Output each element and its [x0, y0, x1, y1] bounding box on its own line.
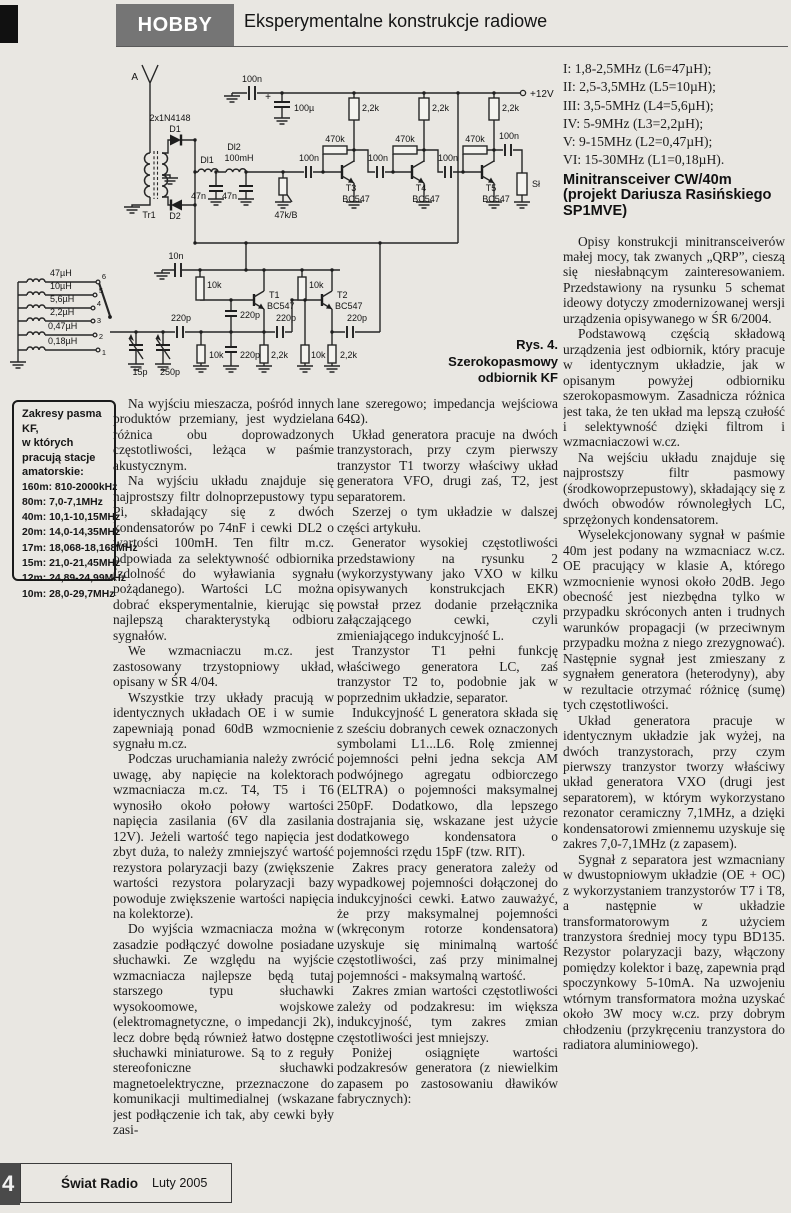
subrange-item: V: 9-15MHz (L2=0,47µH);	[563, 134, 713, 150]
paragraph: lane szeregowo; impedancja wejściowa 64Ω).	[337, 396, 558, 427]
junction-dots	[134, 91, 495, 333]
band-range-item: 40m: 10,1-10,15MHz	[22, 512, 121, 524]
component-label: 2,2k	[340, 350, 358, 360]
figure-caption-line2: odbiornik KF	[477, 370, 558, 385]
band-range-item: 12m: 24,89-24,99MHz	[22, 573, 126, 585]
transformer-tr1	[145, 151, 168, 199]
component-label: 15p	[132, 367, 148, 377]
article-heading-line3: SP1MVE)	[563, 202, 628, 219]
page-number: 4	[2, 1171, 15, 1196]
component-label: 220p	[240, 350, 261, 360]
column-right	[563, 60, 785, 1187]
choke-dl2	[226, 169, 246, 172]
component-label: BC547	[335, 301, 363, 311]
component-label: 5	[98, 286, 104, 295]
component-label: 100µ	[294, 103, 315, 113]
coil-bank	[27, 279, 45, 350]
paragraph: Na wyjściu mieszacza, pośród innych produktów przemiany, jest wydzielana różnica obu doprowadzonych częstotliwości, leżąca w paśmie akustycznym.	[113, 396, 334, 473]
band-range-item: 80m: 7,0-7,1MHz	[22, 496, 103, 508]
component-label: 2x1N4148	[149, 113, 191, 123]
paragraph: Szerzej o tym układzie w dalszej części artykułu.	[337, 504, 558, 535]
band-range-item: 10m: 28,0-29,7MHz	[22, 588, 115, 600]
component-label: 100n	[437, 153, 459, 163]
component-label: 2,2k	[502, 103, 520, 113]
figure-caption	[408, 337, 558, 387]
paragraph: Opisy konstrukcji minitransceiverów małej mocy, tak zwanych „QRP”, cieszą się niesłabnącym zainteresowaniem. Przedstawiony na rysunku 5 schemat ideowy dotyczy zmodernizowanej wersji urządzenia opisywanego w ŚR 6/2004.	[563, 233, 785, 326]
paragraph: Generator wysokiej częstotliwości przedstawiony na rysunku 2 (wykorzystywany jako VXO w kilku opisywanych konstrukcjach EKR) powstał przez dodanie przełącznika załączającego cewki, czyli zmieniającego indukcyjność L.	[337, 535, 558, 643]
component-label: 10k	[309, 280, 324, 290]
component-label: 3	[96, 316, 102, 325]
article-heading-line2: (projekt Dariusza Rasińskiego	[563, 187, 772, 204]
component-label: 100n	[498, 131, 520, 141]
paragraph: Wyselekcjonowany sygnał w paśmie 40m jest podany na wzmacniacz w.cz. OE pracujący w klasie A, którego wzmocnienie wynosi około 20dB. Jego obecność jest niezbędna tylko w przypadku skróconych anten i trudnych warunków propagacji (w przeciwnym przypadku można z niego zrezygnować). Następnie sygnał jest zmieszany z sygnałem generatora (heterodyny), aby w rezultacie otrzymać różnicę (sumę) tych częstotliwości.	[563, 527, 785, 713]
magazine-name: Świat Radio	[61, 1175, 139, 1191]
subrange-item: I: 1,8-2,5MHz (L6=47µH);	[563, 61, 712, 76]
component-label: 220p	[240, 310, 261, 320]
paragraph: We wzmacniaczu m.cz. jest zastosowany trzystopniowy układ, opisany w ŚR 4/04.	[113, 643, 334, 690]
component-label: 2,2µH	[50, 307, 75, 317]
component-label: 10k	[209, 350, 224, 360]
component-label: T2	[337, 290, 348, 300]
component-label: 100n	[241, 74, 263, 84]
component-label: 100mH	[224, 153, 254, 163]
paragraph: Wszystkie trzy układy pracują w identycznych układach OE i w sumie zapewniają ponad 60dB wzmocnienie sygnału m.cz.	[113, 689, 334, 751]
component-label: +12V	[530, 89, 554, 100]
article-body	[563, 234, 785, 1053]
paragraph: Układ generatora pracuje w identycznym układzie jak wyżej, na dwóch tranzystorach, przy czym pierwszy tranzystor tworzy właściwy układ generatora VXO (drugi jest separatorem), w którym wykorzystano rezonator ceramiczny 7,1MHz, a dzięki kondensatorowi zmiennemu uzyskuje się zakres 7,0-7,1MHz (z zapasem).	[563, 712, 785, 852]
component-label: 47k/B	[274, 210, 298, 220]
component-label: 0,18µH	[48, 336, 78, 346]
paragraph: Podczas uruchamiania należy zwrócić uwagę, aby napięcie na kolektorach wzmacniacza m.cz. T4, T5 i T6 wynosiło około połowy wartości napięcia zasilania (6V dla zasilania 12V). Jeżeli wartość tego napięcia jest zbyt duża, to należy zmniejszyć wartość rezystora polaryzacji bazy (zwiększenie wartości rezystora polaryzacji bazy powoduje zwiększenie wartości napięcia na kolektorze).	[113, 751, 334, 921]
component-label: 10µH	[50, 281, 72, 291]
resistors	[196, 98, 499, 363]
generator-subranges-list	[563, 60, 785, 170]
band-range-item: 15m: 21,0-21,45MHz	[22, 557, 121, 569]
component-label: 470k	[465, 134, 485, 144]
component-label: BC547	[482, 194, 510, 204]
component-label: 220p	[275, 313, 297, 323]
component-label: 10k	[311, 350, 326, 360]
component-label: 220p	[346, 313, 368, 323]
article-heading	[563, 173, 785, 220]
paragraph: Układ generatora pracuje na dwóch tranzystorach, przy czym pierwszy tranzystor T1 tworzy właściwy układ generatora VFO, drugi zaś, T2, jest separatorem.	[337, 426, 558, 504]
section-label: HOBBY	[137, 14, 213, 36]
component-label: A	[131, 72, 138, 83]
supply-terminal	[520, 90, 525, 95]
component-label: 2,2k	[271, 350, 289, 360]
column-middle	[337, 396, 558, 1186]
component-label: 2	[98, 332, 104, 341]
page-corner-mark	[0, 5, 18, 43]
component-label: 47µH	[50, 268, 72, 278]
diode-d2	[171, 200, 182, 211]
paragraph: Na wyjściu układu znajduje się najprostszy filtr dolnoprzepustowy typu Pi, składający się z dwóch kondensatorów po 74nF i cewki DL2 o wartości 100mH. Ten filtr m.cz. odpowiada za selektywność odbiornika (zdolność do wyławiania sygnału pożądanego). Wartości LC można dobrać eksperymentalnie, kierując się najlepszą charakterystyką odbioru sygnałów.	[113, 473, 334, 643]
headphone-symbol	[517, 173, 527, 195]
component-label: 470k	[325, 134, 345, 144]
paragraph: Podstawową częścią składową urządzenia jest odbiornik, który pracuje w identycznym układzie, jak w opisanym powyżej odbiorniku szerokopasmowym. Zasadnicza różnica jest taka, że ten układ ma lepszą czułość i selektywność dzięki filtrom i wzmacniaczowi w.cz.	[563, 326, 785, 450]
subrange-item: VI: 15-30MHz (L1=0,18µH).	[563, 152, 725, 168]
paragraph: Sygnał z separatora jest wzmacniany w dwustopniowym układzie (OE + OC) z wykorzystaniem tranzystorów T7 i T8, a następnie w układzie transformatorowym z użyciem tranzystora średniej mocy typu BD135. Rezystor polaryzacji bazy, włączony pomiędzy kolektor i bazę, zapewnia prąd spoczynkowy 5-10mA. Na uzwojeniu wtórnym transformatora można uzyskać około 3W mocy w.cz. przy dobrym chłodzeniu (przykręceniu tranzystora do radiatora aluminiowego).	[563, 851, 785, 1053]
article-heading-line1: Minitransceiver CW/40m	[563, 171, 732, 188]
paragraph: Tranzystor T1 pełni funkcję właściwego generatora LC, zaś tranzystor T2 to, podobnie jak w poprzednim układzie, separator.	[337, 643, 558, 705]
component-label: +	[265, 92, 271, 103]
band-ranges-list	[22, 480, 138, 602]
header-rule	[116, 46, 788, 47]
schematic-labels	[48, 72, 554, 377]
band-ranges-subtitle2: amatorskie:	[22, 466, 84, 478]
component-label: 47n	[190, 191, 206, 201]
component-label: T1	[269, 290, 280, 300]
subrange-item: II: 2,5-3,5MHz (L5=10µH);	[563, 79, 716, 95]
subrange-item: IV: 5-9MHz (L3=2,2µH);	[563, 115, 704, 131]
paragraph: Zakres zmian wartości częstotliwości zależy od podzakresu: im większa indukcyjność, tym zakres zmian częstotliwości jest mniejszy.	[337, 983, 558, 1045]
component-label: 100n	[367, 153, 389, 163]
component-label: 4	[96, 299, 102, 308]
component-label: 10k	[207, 280, 222, 290]
band-ranges-subtitle1: w których pracują stacje	[22, 437, 96, 464]
component-label: 250p	[159, 367, 181, 377]
component-label: 2,2k	[432, 103, 450, 113]
ground-symbols	[10, 96, 530, 372]
component-label: BC547	[267, 301, 295, 311]
paragraph: Do wyjścia wzmacniacza można w zasadzie podłączyć dowolne posiadane słuchawki. Ze względu na wyjście wzmacniacza najlepsze będą tutaj starszego typu słuchawki wysokoomowe, wojskowe (elektromagnetyczne, o impedancji 2k), lecz dobre będą również łatwo dostępne słuchawki miniaturowe. Są to z reguły stereofoniczne słuchawki magnetoelektryczne, przeznaczone do komunikacji multimedialnej (wskazane jest podłączenie ich tak, aby cewki były zasi-	[113, 921, 334, 1138]
component-label: Dl2	[227, 142, 241, 152]
footer-box	[20, 1163, 232, 1203]
component-label: 220p	[170, 313, 192, 323]
paragraph: Na wejściu układu znajduje się najprostszy filtr pasmowy (środkowoprzepustowy), składający się z dwóch obwodów równoległych LC, sprzężonych kondensatorem.	[563, 449, 785, 527]
component-label: 5,6µH	[50, 294, 75, 304]
subrange-item: III: 3,5-5MHz (L4=5,6µH);	[563, 97, 714, 113]
component-label: BC547	[342, 194, 370, 204]
component-label: Sł	[532, 179, 541, 189]
component-label: 47n	[221, 191, 237, 201]
component-label: 6	[101, 272, 107, 281]
figure-caption-line1: Rys. 4. Szerokopasmowy	[448, 337, 558, 369]
page-title: Eksperymentalne konstrukcje radiowe	[244, 11, 548, 31]
band-ranges-title: Zakresy pasma KF,	[22, 408, 102, 435]
band-range-item: 20m: 14,0-14,35MHz	[22, 527, 121, 539]
component-label: T4	[415, 183, 427, 193]
paragraph: Poniżej osiągnięte wartości podzakresów generatora (z niewielkim zapasem po zastosowaniu dławików fabrycznych):	[337, 1045, 558, 1107]
column-left	[113, 396, 334, 1186]
band-ranges-box	[12, 400, 138, 600]
component-label: T3	[345, 183, 357, 193]
paragraph: Indukcyjność L generatora składa się z sześciu dobranych cewek oznaczonych symbolami L1...L6. Rolę zmiennej pojemności pełni jedna sekcja AM podwójnego agregatu odbiorczego (ELTRA) o pojemności maksymalnej 250pF. Dodatkowo, dla lepszego dostrajania się, wskazane jest użycie dodatkowego kondensatora o pojemności rzędu 15pF (tzw. RIT).	[337, 705, 558, 860]
band-range-item: 17m: 18,068-18,168MHz	[22, 542, 138, 554]
issue-date: Luty 2005	[152, 1176, 208, 1190]
section-banner	[116, 4, 234, 47]
paragraph: Zakres pracy generatora zależy od wypadkowej pojemności dołączonej do indukcyjności cewki. Łatwo zauważyć, że przy maksymalnej pojemności (wkręconym rotorze kondensatora) uzyskuje się minimalną wartość częstotliwości, zaś przy minimalnej pojemności - maksymalną wartość.	[337, 859, 558, 983]
component-label: 2,2k	[362, 103, 380, 113]
component-label: T5	[485, 183, 497, 193]
component-label: Dl1	[200, 155, 214, 165]
component-label: 0,47µH	[48, 321, 78, 331]
component-label: 470k	[395, 134, 415, 144]
component-label: D2	[169, 211, 181, 221]
component-label: D1	[169, 124, 181, 134]
component-label: Tr1	[142, 210, 156, 220]
diode-d1	[170, 135, 181, 146]
page-number-tab	[0, 1163, 20, 1205]
component-label: 100n	[298, 153, 320, 163]
band-range-item: 160m: 810-2000kHz	[22, 481, 118, 493]
component-label: 10n	[168, 251, 184, 261]
component-label: 1	[101, 348, 107, 357]
component-label: BC547	[412, 194, 440, 204]
